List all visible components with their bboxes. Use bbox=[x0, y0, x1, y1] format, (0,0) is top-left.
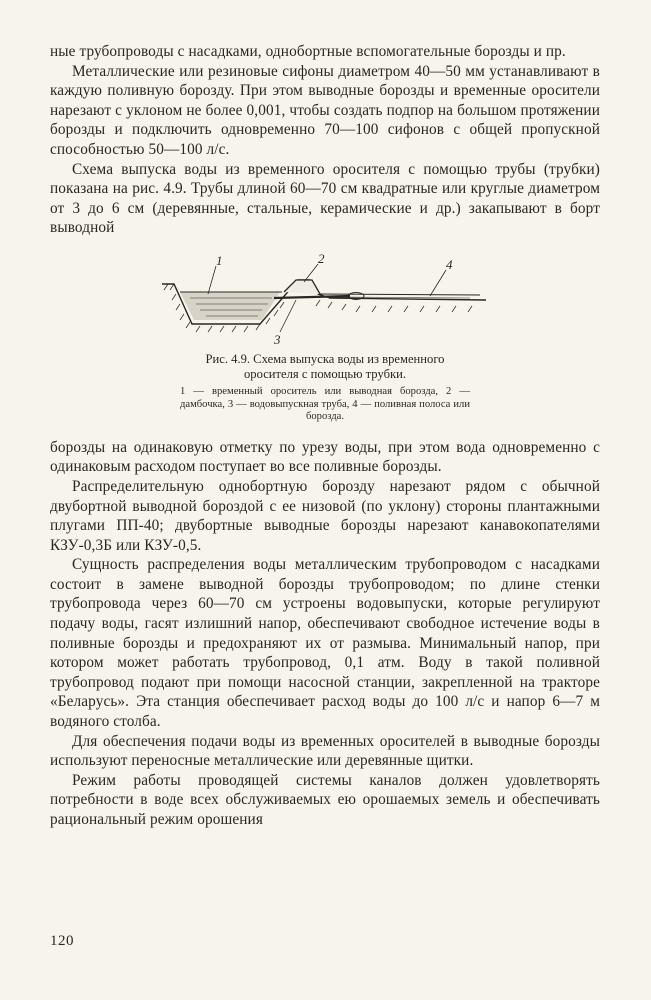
figure-label: 1 bbox=[216, 253, 223, 268]
irrigation-scheme-drawing bbox=[160, 254, 490, 346]
paragraph: Металлические или резиновые сифоны диаметром 40—50 мм устанавливают в каждую поливную борозду. При этом выводные борозды и временные оросители нарезают с уклоном не более 0,001, чтобы создать подпор на большом протяжении борозды и подключить одновременно 70—100 сифонов с общей пропускной способностью 50—100 л/с. bbox=[50, 62, 600, 158]
figure-label: 2 bbox=[318, 253, 325, 266]
paragraph: Схема выпуска воды из временного оросителя с помощью трубы (трубки) показана на рис. 4.9. Трубы длиной 60—70 см квадратные или круглые диаметром от 3 до 6 см (деревянные, стальные, керамические и др.) закапывают в борт выводной bbox=[50, 160, 600, 237]
figure-4-9 bbox=[50, 254, 600, 424]
paragraph: Распределительную однобортную борозду нарезают рядом с обычной двубортной выводной бороздой с ее низовой (по уклону) стороны плантажными плугами ПП-40; двубортные выводные борозды нарезают канавокопателями КЗУ-0,3Б или КЗУ-0,5. bbox=[50, 477, 600, 554]
paragraph: борозды на одинаковую отметку по урезу воды, при этом вода одновременно с одинаковым расходом поступает во все поливные борозды. bbox=[50, 438, 600, 476]
figure-label: 4 bbox=[446, 256, 453, 272]
page-body bbox=[50, 42, 600, 830]
page-number: 120 bbox=[50, 933, 74, 949]
figure-caption: Рис. 4.9. Схема выпуска воды из временного оросителя с помощью трубки. bbox=[205, 351, 445, 381]
paragraph: Режим работы проводящей системы каналов должен удовлетворять потребности в воде всех обслуживаемых ею орошаемых земель и обеспечивать рациональный режим орошения bbox=[50, 771, 600, 828]
paragraph: ные трубопроводы с насадками, однобортные вспомогательные борозды и пр. bbox=[50, 43, 566, 60]
figure-legend: 1 — временный ороситель или выводная борозда, 2 — дамбочка, 3 — водовыпускная труба, 4 — поливная полоса или борозда. bbox=[180, 385, 470, 423]
paragraph: Сущность распределения воды металлическим трубопроводом с насадками состоит в замене выводной борозды трубопроводом; по длине стенки трубопровода через 60—70 см устроены водовыпуски, которые регулируют подачу воды, гасят излишний напор, обеспечивают свободное истечение воды в поливные борозды и предохраняют их от размыва. Минимальный напор, при котором может работать трубопровод, 0,1 атм. Воду в такой поливной трубопровод подают при помощи насосной станции, закрепленной на тракторе «Беларусь». Эта станция обеспечивает расход воды до 100 л/с и напор 6—7 м водяного столба. bbox=[50, 556, 600, 731]
dam bbox=[284, 280, 320, 294]
figure-label: 3 bbox=[274, 331, 281, 346]
bottom-text-block bbox=[50, 438, 600, 830]
top-text-block bbox=[50, 42, 600, 238]
paragraph: Для обеспечения подачи воды из временных оросителей в выводные борозды используют переносные металлические или деревянные щитки. bbox=[50, 732, 600, 770]
